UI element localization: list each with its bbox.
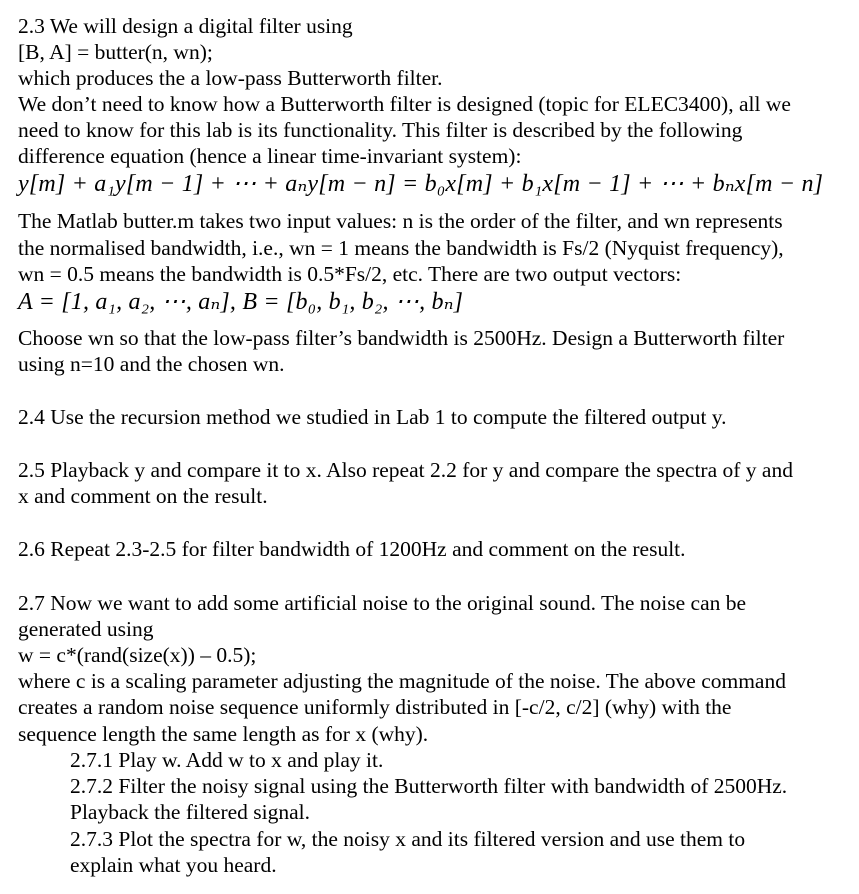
difference-equation: y[m] + a₁y[m − 1] + ⋯ + aₙy[m − n] = b₀x[m] + b₁x[m − 1] + ⋯ + bₙx[m − n] (18, 171, 824, 197)
paragraph-line: sequence length the same length as for x (why). (18, 722, 429, 746)
butter-code-line: [B, A] = butter(n, wn); (18, 40, 213, 64)
paragraph-line: The Matlab butter.m takes two input values: n is the order of the filter, and wn represents (18, 209, 783, 233)
section-2-4: 2.4 Use the recursion method we studied in Lab 1 to compute the filtered output y. (18, 405, 727, 429)
paragraph-line: Playback the filtered signal. (70, 800, 311, 824)
paragraph-line: need to know for this lab is its functionality. This filter is described by the following (18, 118, 743, 142)
coefficient-vectors: A = [1, a₁, a₂, ⋯, aₙ], B = [b₀, b₁, b₂, ⋯, bₙ] (18, 289, 464, 315)
paragraph-line: the normalised bandwidth, i.e., wn = 1 means the bandwidth is Fs/2 (Nyquist frequency), (18, 236, 784, 260)
paragraph-line: creates a random noise sequence uniformly distributed in [-c/2, c/2] (why) with the (18, 695, 732, 719)
paragraph-line: We don’t need to know how a Butterworth filter is designed (topic for ELEC3400), all we (18, 92, 791, 116)
paragraph-line: which produces the a low-pass Butterworth filter. (18, 66, 443, 90)
subsection-2-7-1: 2.7.1 Play w. Add w to x and play it. (70, 748, 384, 772)
subsection-2-7-2: 2.7.2 Filter the noisy signal using the Butterworth filter with bandwidth of 2500Hz. (70, 774, 788, 798)
section-2-3-heading: 2.3 We will design a digital filter using (18, 14, 353, 38)
paragraph-line: x and comment on the result. (18, 484, 268, 508)
paragraph-line: explain what you heard. (70, 853, 277, 877)
paragraph-line: difference equation (hence a linear time-invariant system): (18, 144, 522, 168)
paragraph-line: where c is a scaling parameter adjusting the magnitude of the noise. The above command (18, 669, 786, 693)
paragraph-line: wn = 0.5 means the bandwidth is 0.5*Fs/2, etc. There are two output vectors: (18, 262, 682, 286)
subsection-2-7-3: 2.7.3 Plot the spectra for w, the noisy x and its filtered version and use them to (70, 827, 746, 851)
paragraph-line: using n=10 and the chosen wn. (18, 352, 285, 376)
section-2-7: 2.7 Now we want to add some artificial noise to the original sound. The noise can be (18, 591, 747, 615)
paragraph-line: Choose wn so that the low-pass filter’s bandwidth is 2500Hz. Design a Butterworth filter (18, 326, 785, 350)
paragraph-line: generated using (18, 617, 154, 641)
section-2-5: 2.5 Playback y and compare it to x. Also repeat 2.2 for y and compare the spectra of y and (18, 458, 793, 482)
noise-code-line: w = c*(rand(size(x)) – 0.5); (18, 643, 257, 667)
section-2-6: 2.6 Repeat 2.3-2.5 for filter bandwidth of 1200Hz and comment on the result. (18, 537, 686, 561)
